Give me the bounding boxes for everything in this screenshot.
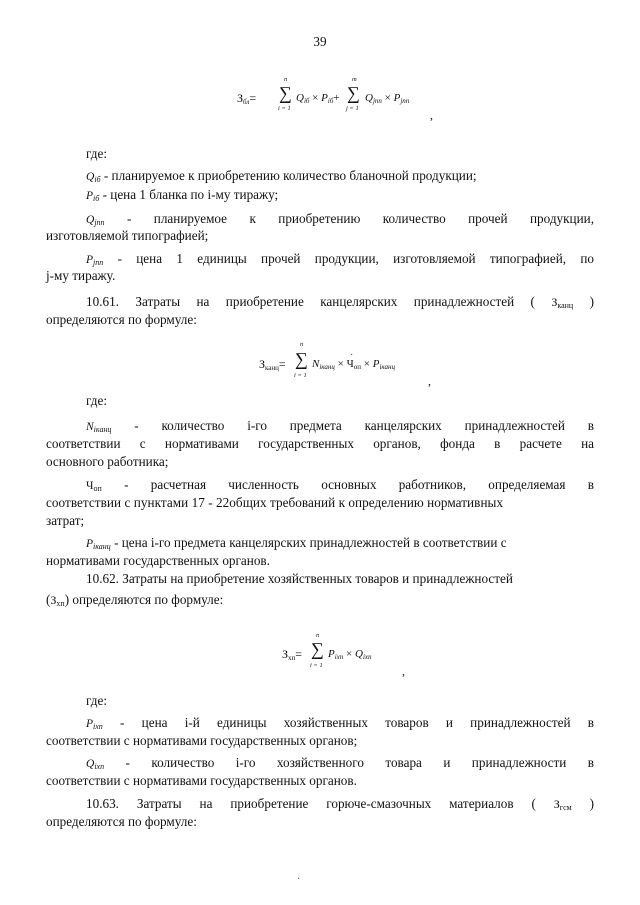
formula1-sum1-upper: n — [284, 76, 288, 83]
definition-p-ib — [86, 187, 278, 207]
def2-symbol-sub: iб — [93, 194, 100, 203]
def9-symbol: Q — [86, 758, 95, 770]
p1063-symbol-sub: гсм — [559, 803, 572, 812]
p1062-symbol: З — [50, 593, 57, 607]
def4-symbol-sub: jпп — [93, 258, 104, 267]
formula1-plus: + — [333, 92, 340, 104]
def4-line1: - цена 1 единицы прочей продукции, изготовляемой типографией, по — [117, 251, 594, 266]
def8-line2: соответствии с нормативами государственных органов; — [46, 733, 358, 748]
def6-line1: - расчетная численность основных работников, определяемая в — [124, 477, 594, 492]
def4-line2: j-му тиражу. — [46, 268, 116, 283]
def3-line1: - планируемое к приобретению количество прочей продукции, — [126, 211, 594, 226]
formula1-term1: Q — [296, 92, 304, 104]
def9-line1: - количество i-го хозяйственного товара и принадлежности в — [125, 755, 594, 770]
formula1-term3: Q — [365, 92, 373, 104]
p1062-line2: ) определяются по формуле: — [64, 592, 224, 607]
scan-speck: · — [350, 350, 354, 361]
def4-symbol: P — [86, 254, 94, 266]
formula3-eq: = — [295, 647, 303, 661]
def5-line2: соответствии с нормативами государственных органов, фонда в расчете на — [46, 436, 594, 451]
definition-q-ib — [86, 168, 477, 188]
formula3-times: × — [346, 648, 353, 660]
formula3-lhs: З — [282, 647, 289, 661]
def3-symbol: Q — [86, 214, 95, 226]
def9-symbol-sub: iхп — [94, 762, 105, 771]
p1063-line1: 10.63. Затраты на приобретение горюче-смазочных материалов ( — [86, 796, 536, 811]
formula3-comma: , — [402, 664, 405, 678]
formula2-lhs: З — [259, 357, 266, 371]
p1061-line1: 10.61. Затраты на приобретение канцелярских принадлежностей ( — [86, 294, 535, 309]
formula2-lhs-sub: канц — [265, 364, 279, 372]
def8-symbol-sub: iхп — [93, 722, 103, 731]
formula3-t1: P — [328, 648, 335, 660]
formula1-term3-sub: jпп — [372, 97, 382, 105]
formula1-term4: P — [393, 92, 401, 104]
def6-symbol-sub: оп — [93, 484, 102, 493]
p1061-symbol-sub: канц — [557, 301, 574, 310]
paragraph-10-63-line1 — [86, 796, 594, 816]
formula2-t1: N — [312, 358, 320, 370]
def6-line2: соответствии с пунктами 17 - 22общих требований к определению нормативных — [46, 495, 504, 510]
p1061-line2: определяются по формуле: — [46, 312, 197, 327]
p1063-symbol: З — [553, 797, 560, 811]
formula3-sigma: ∑ — [311, 639, 324, 659]
page-number: 39 — [313, 34, 327, 49]
formula3-t2: Q — [355, 648, 363, 660]
formula3-t2-sub: iхп — [362, 653, 372, 661]
formula1-lhs: З — [237, 91, 244, 105]
definition-q-ihp-line1 — [86, 755, 594, 775]
formula1-sum1-sigma: ∑ — [279, 83, 292, 103]
p1063-line2: определяются по формуле: — [46, 814, 197, 829]
definition-ch-op-line1 — [86, 477, 594, 497]
def8-line1: - цена i-й единицы хозяйственных товаров и принадлежностей в — [120, 715, 595, 730]
definition-n-ikanc-line1 — [86, 418, 594, 438]
def7-line1: - цена i-го предмета канцелярских принадлежностей в соответствии с — [114, 535, 507, 550]
formula1-times2: × — [384, 92, 391, 104]
def2-text: - цена 1 бланка по i-му тиражу; — [102, 187, 279, 202]
def6-line3: затрат; — [46, 513, 85, 528]
formula1-term4-sub: jпп — [400, 97, 410, 105]
definition-p-ikanc-line1 — [86, 535, 507, 555]
def7-line2: нормативами государственных органов. — [46, 553, 270, 568]
paragraph-10-62-line2 — [46, 592, 223, 612]
definition-p-ihp-line1 — [86, 715, 594, 735]
scan-speck: · — [297, 874, 301, 885]
formula1-sum2-sigma: ∑ — [347, 83, 360, 103]
formula2-eq: = — [278, 357, 286, 371]
formula2-t2: Ч — [346, 358, 354, 370]
formula1-sum2-upper: m — [352, 76, 357, 83]
formula2-sigma: ∑ — [295, 349, 308, 369]
def2-symbol: P — [86, 190, 94, 202]
formula2-times2: × — [363, 358, 370, 370]
def5-line3: основного работника; — [46, 454, 169, 469]
def3-symbol-sub: jпп — [94, 218, 105, 227]
formula2-lower: i = 1 — [294, 372, 307, 379]
formula1-eq: = — [249, 91, 257, 105]
def1-symbol: Q — [86, 171, 95, 183]
where-label-1: где: — [86, 146, 107, 161]
where-label-3: где: — [86, 693, 107, 708]
p1062-line1: 10.62. Затраты на приобретение хозяйственных товаров и принадлежностей — [86, 571, 513, 586]
formula1-comma: , — [430, 108, 433, 122]
formula3-t1-sub: iхп — [334, 653, 344, 661]
p1061-symbol: З — [551, 295, 558, 309]
formula2-t3: P — [372, 358, 380, 370]
def9-line2: соответствии с нормативами государственных органов. — [46, 773, 357, 788]
formula1-sum1-lower: i = 1 — [278, 105, 291, 112]
def5-line1: - количество i-го предмета канцелярских принадлежностей в — [134, 418, 595, 433]
p1062-symbol-sub: хп — [56, 599, 65, 608]
formula2-comma: , — [428, 374, 431, 388]
formula3-lhs-sub: хп — [288, 654, 296, 662]
formula1-term1-sub: iб — [303, 97, 310, 105]
def1-symbol-sub: iб — [94, 175, 101, 184]
p1062-open: ( — [46, 592, 51, 607]
formula1-times1: × — [312, 92, 319, 104]
formula2-times1: × — [337, 358, 344, 370]
formula1-lhs-sub: бл — [243, 98, 250, 106]
formula2-t3-sub: iканц — [379, 363, 395, 371]
formula1-term2-sub: iб — [327, 97, 334, 105]
paragraph-10-61-line1 — [86, 294, 594, 314]
definition-p-jpp-line1 — [86, 251, 594, 271]
formula2-t1-sub: iканц — [319, 363, 335, 371]
def6-symbol: Ч — [86, 480, 94, 492]
def5-symbol: N — [86, 421, 94, 433]
formula2-t2-sub: оп — [353, 363, 361, 371]
where-label-2: где: — [86, 393, 107, 408]
formula2-upper: n — [300, 341, 304, 348]
formula3-upper: n — [316, 632, 320, 639]
def7-symbol: P — [86, 538, 94, 550]
def3-line2: изготовляемой типографией; — [46, 228, 209, 243]
def1-text: - планируемое к приобретению количество бланочной продукции; — [103, 168, 477, 183]
def5-symbol-sub: iканц — [93, 425, 112, 434]
formula3-lower: i = 1 — [310, 662, 323, 669]
p1063-close: ) — [589, 796, 595, 811]
p1061-close: ) — [589, 294, 595, 309]
formula1-term2: P — [321, 92, 328, 104]
formula1-sum2-lower: j = 1 — [346, 105, 359, 112]
def7-symbol-sub: iканц — [93, 542, 111, 551]
def8-symbol: P — [86, 718, 94, 730]
